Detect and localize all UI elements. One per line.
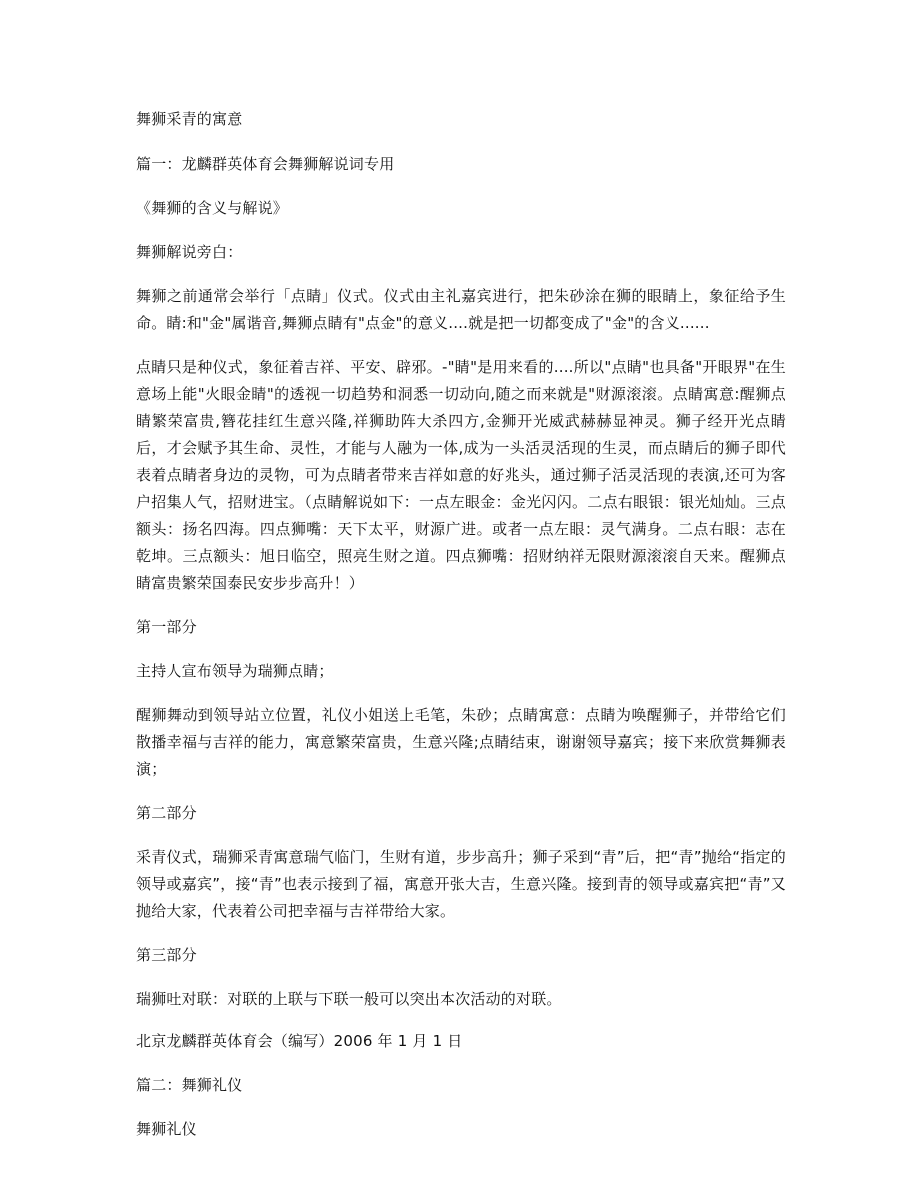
paragraph-lion-dance: 醒狮舞动到领导站立位置，礼仪小姐送上毛笔，朱砂；点睛寓意：点睛为唤醒狮子，并带给它们散播幸福与吉祥的能力，寓意繁荣富贵，生意兴隆;点睛结束，谢谢领导嘉宾；接下来欣赏舞狮表演； bbox=[136, 706, 786, 778]
narration-label: 舞狮解说旁白： bbox=[136, 243, 243, 261]
section-heading-part2: 篇二：舞狮礼仪 bbox=[136, 1076, 243, 1094]
section-heading-part1: 篇一：龙麟群英体育会舞狮解说词专用 bbox=[136, 155, 395, 173]
paragraph-couplet: 瑞狮吐对联：对联的上联与下联一般可以突出本次活动的对联。 bbox=[136, 990, 562, 1008]
subtitle: 《舞狮的含义与解说》 bbox=[136, 199, 289, 217]
part-three-heading: 第三部分 bbox=[136, 946, 197, 964]
author-date-line: 北京龙麟群英体育会（编写）2006 年 1 月 1 日 bbox=[136, 1032, 463, 1050]
document-page bbox=[136, 106, 786, 1143]
paragraph-dotting-meaning: 点睛只是种仪式，象征着吉祥、平安、辟邪。-"睛"是用来看的....所以"点睛"也具备"开眼界"在生意场上能"火眼金睛"的透视一切趋势和洞悉一切动向,随之而来就是"财源滚滚。点睛寓意:醒狮点睛繁荣富贵,簪花挂红生意兴隆,祥狮助阵大杀四方,金狮开光威武赫赫显神灵。狮子经开光点睛后，才会赋予其生命、灵性，才能与人融为一体,成为一头活灵活现的生灵，而点睛后的狮子即代表着点睛者身边的灵物，可为点睛者带来吉祥如意的好兆头，通过狮子活灵活现的表演,还可为客户招集人气，招财进宝。（点睛解说如下：一点左眼金：金光闪闪。二点右眼银：银光灿灿。三点额头：扬名四海。四点狮嘴：天下太平，财源广进。或者一点左眼：灵气满身。二点右眼：志在乾坤。三点额头：旭日临空，照亮生财之道。四点狮嘴：招财纳祥无限财源滚滚自天来。醒狮点睛富贵繁荣国泰民安步步高升！） bbox=[136, 358, 786, 592]
paragraph-ceremony: 舞狮之前通常会举行「点睛」仪式。仪式由主礼嘉宾进行，把朱砂涂在狮的眼睛上，象征给予生命。睛:和"金"属谐音,舞狮点睛有"点金"的意义....就是把一切都变成了"金"的含义...... bbox=[136, 287, 786, 332]
part-one-heading: 第一部分 bbox=[136, 618, 197, 636]
final-heading: 舞狮礼仪 bbox=[136, 1120, 197, 1138]
paragraph-cai-qing: 采青仪式，瑞狮采青寓意瑞气临门，生财有道，步步高升；狮子采到“青”后，把“青”抛给“指定的领导或嘉宾”，接“青”也表示接到了福，寓意开张大吉，生意兴隆。接到青的领导或嘉宾把“青”又抛给大家，代表着公司把幸福与吉祥带给大家。 bbox=[136, 848, 786, 920]
paragraph-host-announce: 主持人宣布领导为瑞狮点睛； bbox=[136, 662, 334, 680]
part-two-heading: 第二部分 bbox=[136, 804, 197, 822]
document-title: 舞狮采青的寓意 bbox=[136, 110, 243, 128]
